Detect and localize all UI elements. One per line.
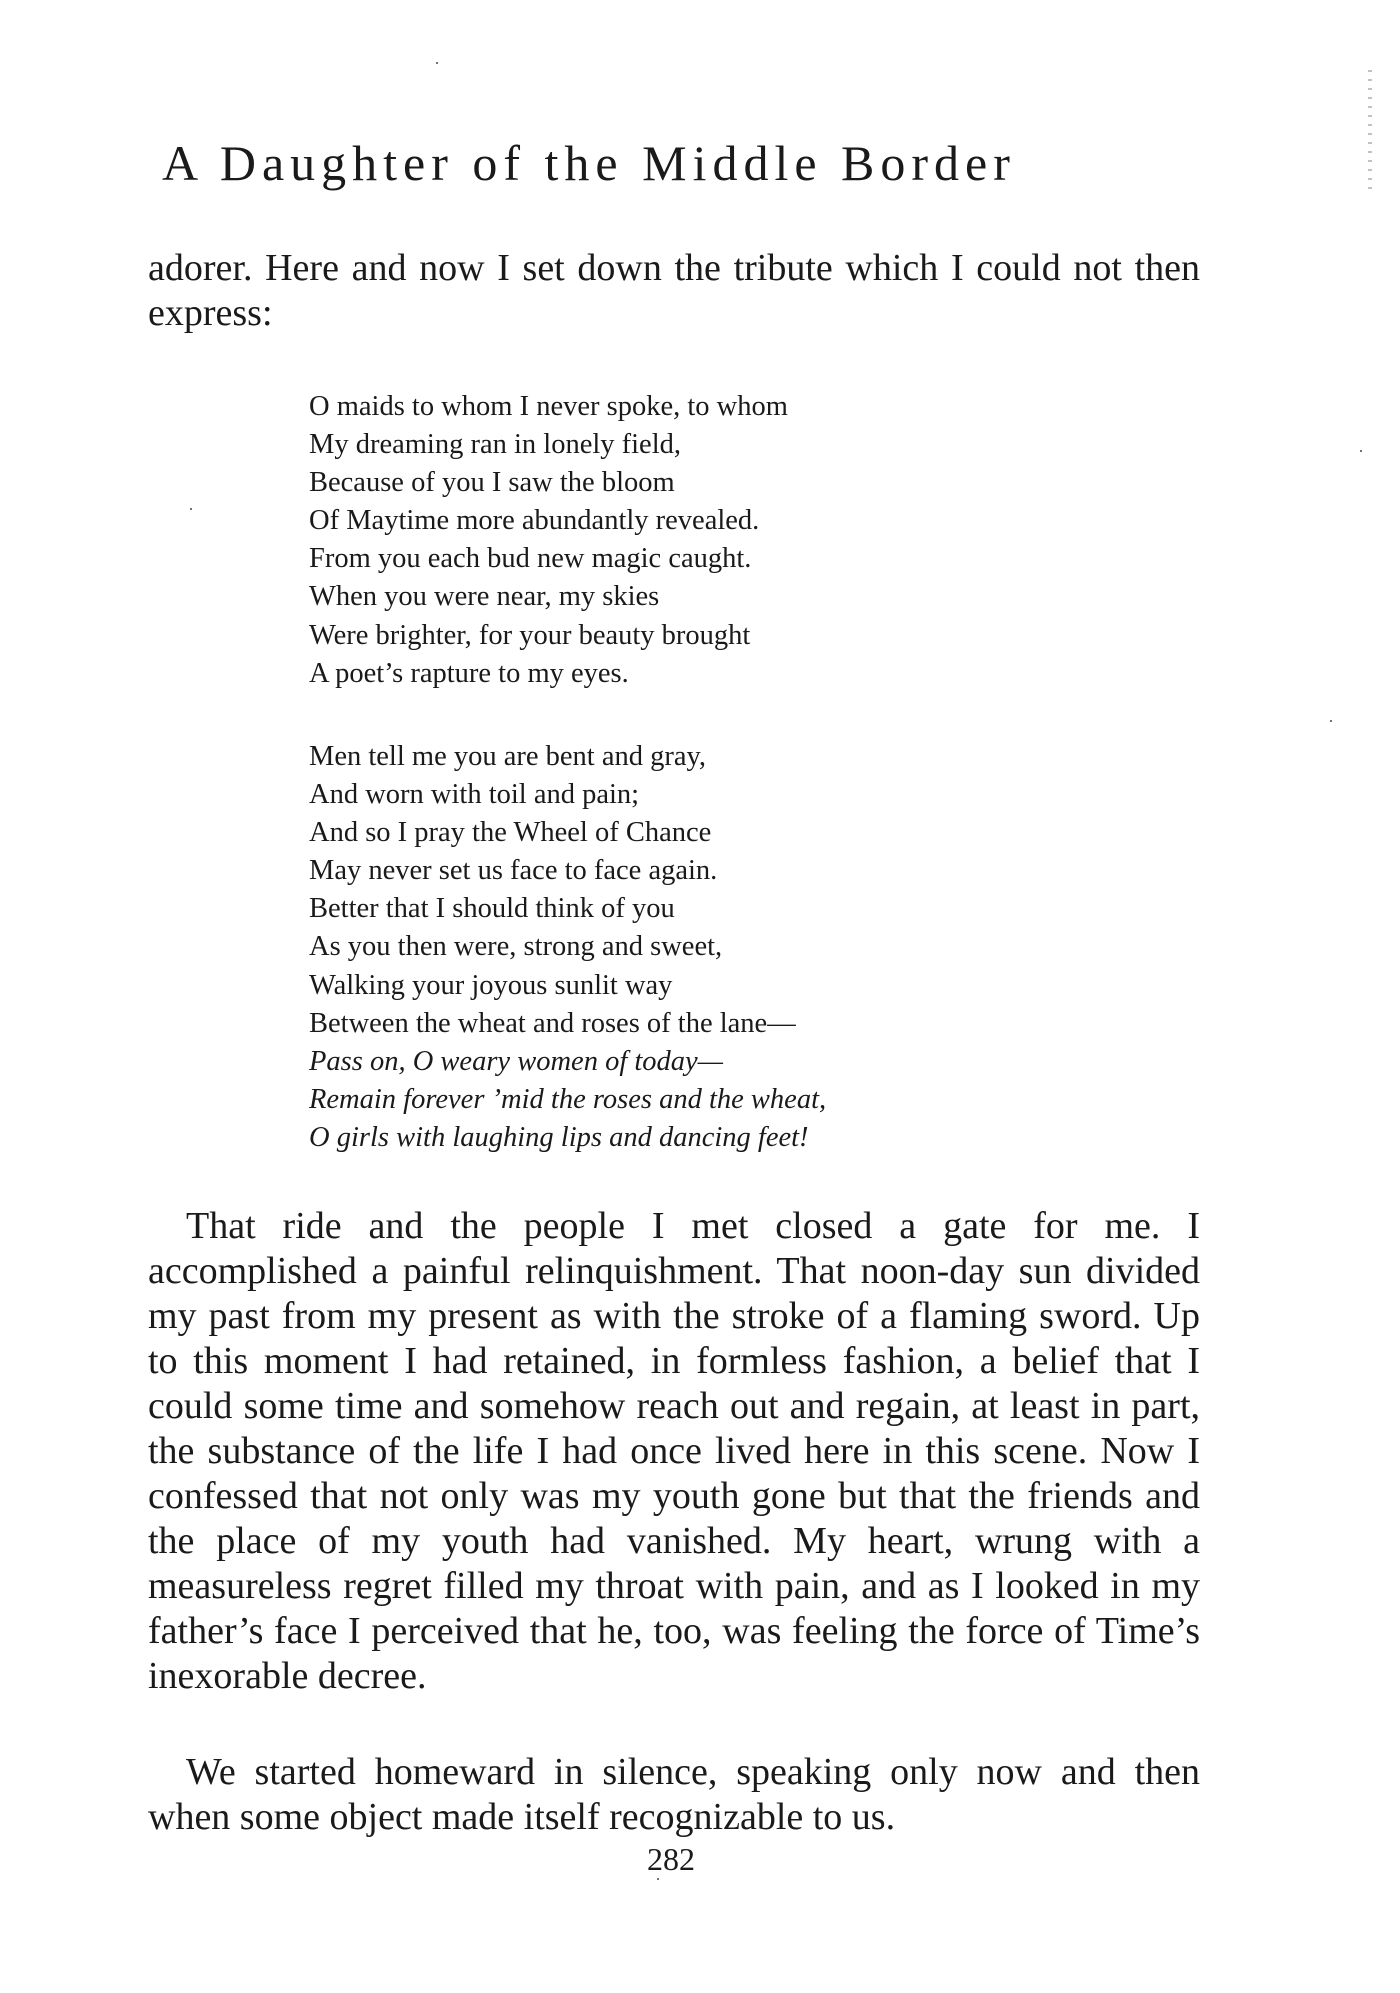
poem-line: Better that I should think of you (309, 893, 675, 925)
poem-line: May never set us face to face again. (309, 855, 718, 887)
poem-line: Were brighter, for your beauty brought (309, 619, 751, 651)
poem-line: And so I pray the Wheel of Chance (309, 817, 712, 849)
body-paragraph-2: We started homeward in silence, speaking only now and then when some object made itself recognizable to us. (148, 1751, 1200, 1838)
page-number: 282 (647, 1841, 695, 1877)
poem-line: O maids to whom I never spoke, to whom (309, 391, 788, 422)
scan-speck (657, 1878, 659, 1880)
poem-line: A poet’s rapture to my eyes. (309, 657, 629, 689)
poem-stanza-2 (309, 738, 826, 1157)
scan-edge-marks (1368, 70, 1372, 190)
poem-line-italic: Remain forever ’mid the roses and the wheat, (309, 1083, 827, 1115)
scan-speck (1330, 720, 1332, 722)
running-head: A Daughter of the Middle Border (162, 135, 1016, 191)
body-paragraph-1: That ride and the people I met closed a gate for me. I accomplished a painful relinquishment. That noon-day sun divided my past from my present as with the stroke of a flaming sword. Up to this moment I had retained, in formless fashion, a belief that I could some time and somehow reach out and regain, at least in part, the substance of the life I had once lived here in this scene. Now I confessed that not only was my youth gone but that the friends and the place of my youth had vanished. My heart, wrung with a measureless regret filled my throat with pain, and as I looked in my father’s face I perceived that he, too, was feeling the force of Time’s inexorable decree. (148, 1205, 1200, 1697)
poem-stanza-1 (309, 388, 788, 693)
scan-speck (436, 62, 438, 64)
intro-paragraph: adorer. Here and now I set down the tribute which I could not then express: (148, 247, 1200, 334)
poem-line-italic: Pass on, O weary women of today— (309, 1045, 724, 1077)
poem-line-italic: O girls with laughing lips and dancing feet! (309, 1121, 809, 1153)
poem-line: From you each bud new magic caught. (309, 543, 752, 575)
poem-line: Because of you I saw the bloom (309, 467, 675, 499)
poem-line: My dreaming ran in lonely field, (309, 429, 681, 461)
scan-speck (190, 508, 192, 510)
scan-speck (1360, 450, 1362, 452)
poem-line: As you then were, strong and sweet, (309, 931, 723, 963)
poem-line: Of Maytime more abundantly revealed. (309, 505, 760, 537)
poem-line: When you were near, my skies (309, 581, 660, 613)
poem-line: Men tell me you are bent and gray, (309, 741, 707, 772)
poem-line: Walking your joyous sunlit way (309, 969, 673, 1001)
poem-line: Between the wheat and roses of the lane— (309, 1007, 796, 1039)
poem-line: And worn with toil and pain; (309, 779, 640, 811)
